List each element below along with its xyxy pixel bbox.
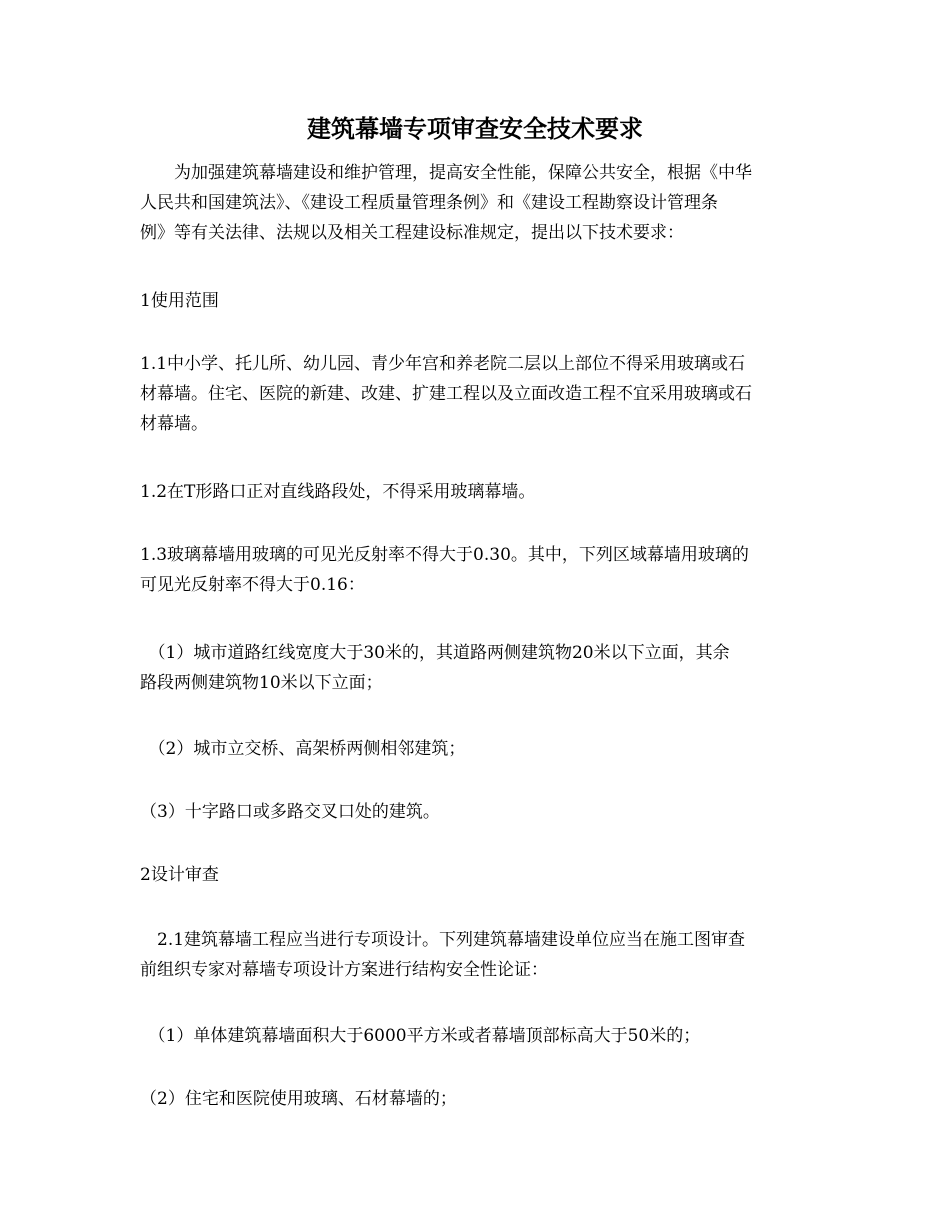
item-1-1-paragraph xyxy=(140,349,810,439)
intro-paragraph xyxy=(140,158,810,248)
section-1-heading xyxy=(140,286,810,316)
text-line: 材幕墙。 xyxy=(140,414,208,434)
item-2-1-sub-2 xyxy=(140,1084,810,1114)
text-line: 1.1中小学、托儿所、幼儿园、青少年宫和养老院二层以上部位不得采用玻璃或石 xyxy=(140,354,746,374)
text-line: （2）城市立交桥、高架桥两侧相邻建筑； xyxy=(140,739,466,759)
item-1-3-sub-2 xyxy=(140,734,810,764)
text-line: 1使用范围 xyxy=(140,291,219,311)
item-1-3-sub-3 xyxy=(140,797,810,827)
item-1-3-sub-1 xyxy=(140,638,810,698)
text-line: 2设计审查 xyxy=(140,865,219,885)
text-line: （1）城市道路红线宽度大于30米的，其道路两侧建筑物20米以下立面，其余 xyxy=(140,643,730,663)
text-line: （1）单体建筑幕墙面积大于6000平方米或者幕墙顶部标高大于50米的； xyxy=(140,1026,701,1046)
section-2-heading xyxy=(140,860,810,890)
text-line: 人民共和国建筑法》、《建设工程质量管理条例》和《建设工程勘察设计管理条 xyxy=(140,193,718,213)
document-title: 建筑幕墙专项审查安全技术要求 xyxy=(307,114,643,143)
item-2-1-paragraph xyxy=(140,925,810,985)
text-line: （3）十字路口或多路交叉口处的建筑。 xyxy=(140,802,440,822)
text-line: 例》等有关法律、法规以及相关工程建设标准规定，提出以下技术要求： xyxy=(140,223,684,243)
text-line: 为加强建筑幕墙建设和维护管理，提高安全性能，保障公共安全，根据《中华 xyxy=(140,163,752,183)
text-line: 材幕墙。住宅、医院的新建、改建、扩建工程以及立面改造工程不宜采用玻璃或石 xyxy=(140,384,752,404)
text-line: 路段两侧建筑物10米以下立面； xyxy=(140,673,383,693)
item-1-3-paragraph xyxy=(140,540,810,600)
text-line: 1.2在T形路口正对直线路段处，不得采用玻璃幕墙。 xyxy=(140,482,536,502)
text-line: 2.1建筑幕墙工程应当进行专项设计。下列建筑幕墙建设单位应当在施工图审查 xyxy=(140,930,746,950)
text-line: 可见光反射率不得大于0.16： xyxy=(140,575,365,595)
text-line: 1.3玻璃幕墙用玻璃的可见光反射率不得大于0.30。其中，下列区域幕墙用玻璃的 xyxy=(140,545,749,565)
text-line: （2）住宅和医院使用玻璃、石材幕墙的； xyxy=(140,1089,457,1109)
text-line: 前组织专家对幕墙专项设计方案进行结构安全性论证： xyxy=(140,960,548,980)
item-1-2-paragraph xyxy=(140,477,810,507)
item-2-1-sub-1 xyxy=(140,1021,810,1051)
